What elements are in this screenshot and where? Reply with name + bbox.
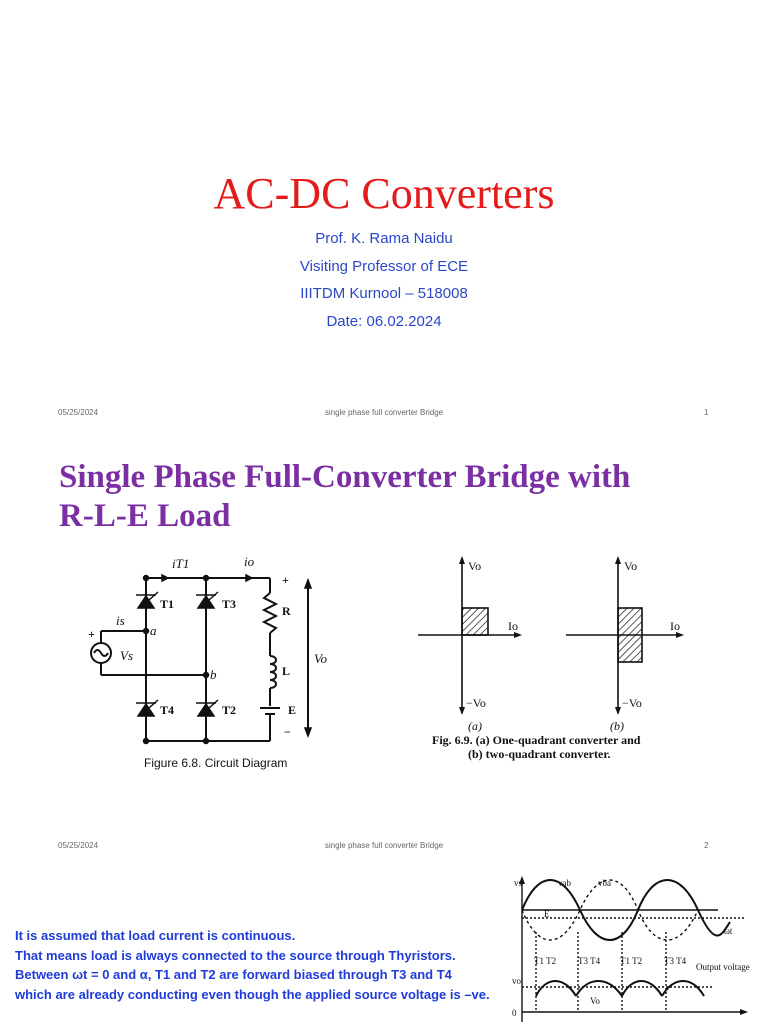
label-vs: Vs [120,648,133,663]
slide1-title: AC-DC Converters [213,169,555,218]
wave-vba: vba [598,878,611,888]
quad-b-vo: Vo [624,559,638,573]
slide3-line: That means load is always connected to the source through Thyristors. [15,947,456,963]
wave-vo-mid: Vo [590,996,600,1006]
slide2-title [59,458,739,536]
waveform-diagram [508,872,760,1024]
slide1-institute: IIITDM Kurnool – 518008 [300,285,468,302]
wave-wt: ωt [724,926,733,936]
label-E: E [288,703,297,717]
label-b: b [210,667,217,682]
label-T1: T1 [160,597,175,611]
circuit-caption: Figure 6.8. Circuit Diagram [144,756,288,770]
wave-E: E [544,909,550,919]
label-iT1: iT1 [172,556,190,571]
slide1-footer-subject: single phase full converter Bridge [324,408,444,417]
slide1-position: Visiting Professor of ECE [299,258,469,275]
wave-t1t2-b: T1 T2 [620,956,643,966]
wave-output-voltage: Output voltage [696,962,750,972]
slide3-line: It is assumed that load current is continuous. [15,928,296,943]
quadrant-caption-line1: Fig. 6.9. (a) One-quadrant converter and [432,733,641,747]
slide2-title-line1: Single Phase Full-Converter Bridge with [59,459,631,495]
label-L: L [282,664,291,678]
slide3-line: which are already conducting even though the applied source voltage is –ve. [15,986,490,1002]
wave-vo: vo [512,976,521,986]
wave-zero: 0 [512,1008,517,1018]
label-T2: T2 [222,703,237,717]
slide2-footer-page: 2 [704,841,709,850]
slide2-footer-date: 05/25/2024 [58,841,99,850]
label-R: R [282,604,291,618]
wave-vab: vab [558,878,571,888]
slide2-footer-subject: single phase full converter Bridge [324,841,444,850]
quad-a-io: Io [508,619,518,633]
quadrant-caption-line2: (b) two-quadrant converter. [468,747,611,761]
label-src-plus: + [88,627,95,641]
slide1-footer-page: 1 [704,408,709,417]
wave-t3t4-b: T3 T4 [664,956,687,966]
label-T4: T4 [160,703,175,717]
quad-a-vo: Vo [468,559,482,573]
slide1-footer-date: 05/25/2024 [58,408,99,417]
wave-t3t4: T3 T4 [578,956,601,966]
label-minus: − [284,725,291,739]
label-T3: T3 [222,597,237,611]
slide2-title-line2: R-L-E Load [59,498,231,534]
wave-t1t2: T1 T2 [534,956,557,966]
label-io: io [244,554,255,569]
label-plus: + [282,573,289,587]
label-a: a [150,623,157,638]
slide1-author: Prof. K. Rama Naidu [315,230,453,247]
quadrant-diagram [418,548,718,760]
slide1-date: Date: 06.02.2024 [326,313,442,330]
quad-b-label: (b) [610,719,624,733]
quad-a-neg-vo: −Vo [466,696,486,710]
quad-a-label: (a) [468,719,482,733]
slide3-text [15,926,505,1004]
label-vo: Vo [314,651,327,666]
wave-vs: vs [514,878,523,888]
label-is: is [116,613,125,628]
quad-b-io: Io [670,619,680,633]
circuit-diagram [76,548,327,748]
slide3-line: Between ωt = 0 and α, T1 and T2 are forward biased through T3 and T4 [15,967,452,982]
quad-b-neg-vo: −Vo [622,696,642,710]
